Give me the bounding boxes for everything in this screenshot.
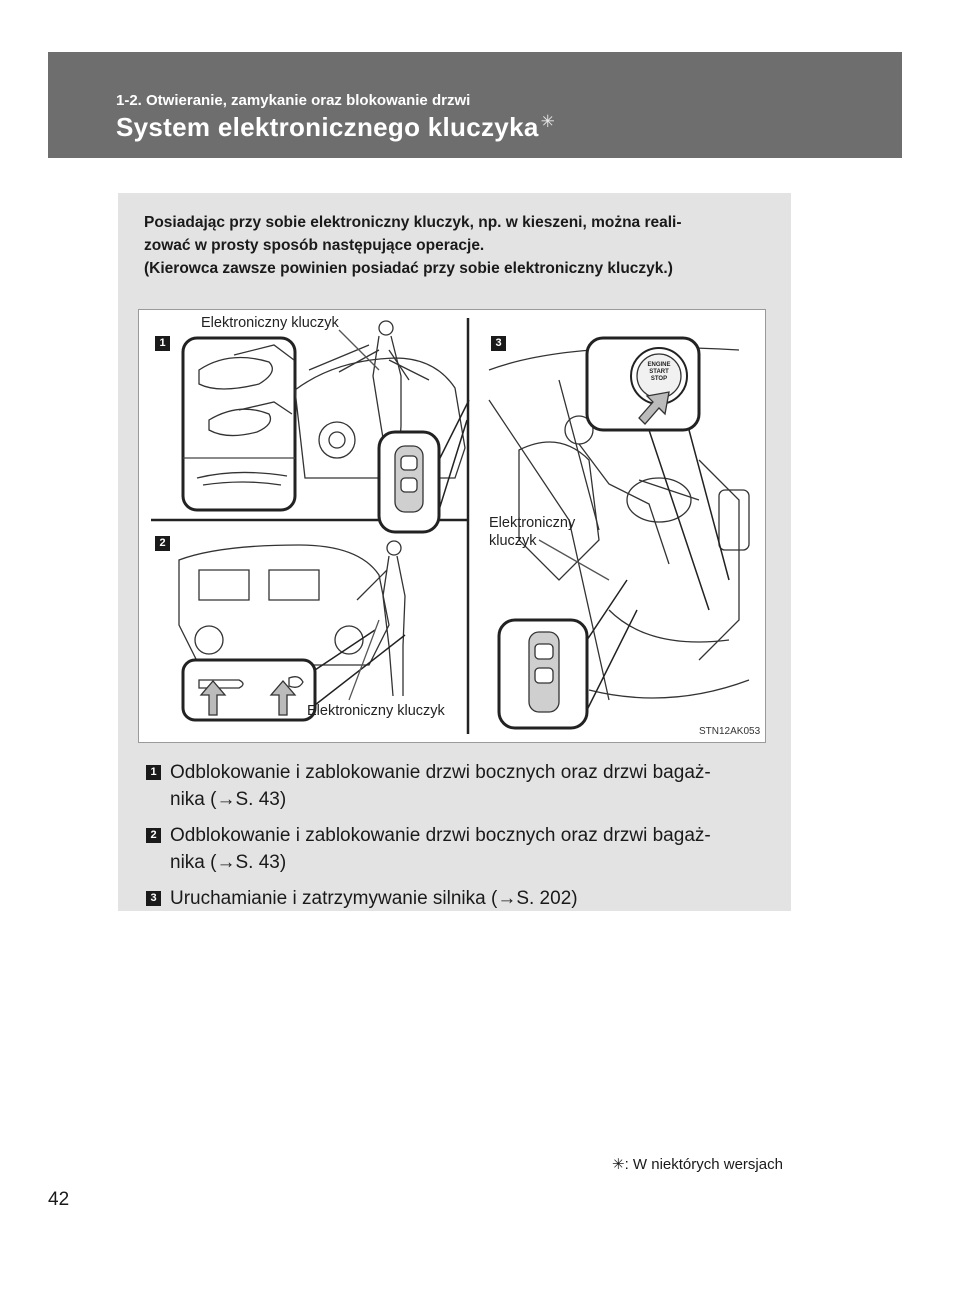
section-header bbox=[48, 52, 902, 158]
item-badge-3: 3 bbox=[146, 891, 161, 906]
illustration-figure bbox=[138, 309, 766, 743]
page-title bbox=[116, 112, 555, 143]
label-electronic-key-bottom: Elektroniczny kluczyk bbox=[307, 703, 445, 719]
figure-badge-3: 3 bbox=[491, 336, 506, 351]
operations-list bbox=[146, 759, 776, 921]
intro-line: zować w prosty sposób następujące operacje. bbox=[144, 237, 485, 254]
item-text: nika (→S. 43) bbox=[170, 789, 287, 810]
intro-line: Posiadając przy sobie elektroniczny kluczyk, np. w kieszeni, można reali- bbox=[144, 214, 682, 231]
label-electronic-key-right bbox=[489, 514, 575, 550]
list-item bbox=[146, 822, 776, 876]
item-badge-1: 1 bbox=[146, 765, 161, 780]
button-text: STOP bbox=[650, 376, 668, 382]
list-item bbox=[146, 759, 776, 813]
key-fob-zoom-2 bbox=[499, 580, 637, 728]
intro-line: (Kierowca zawsze powinien posiadać przy sobie elektroniczny kluczyk.) bbox=[144, 260, 673, 277]
page-title-text: System elektronicznego kluczyka bbox=[116, 112, 539, 142]
item-badge-2: 2 bbox=[146, 828, 161, 843]
button-text: ENGINE bbox=[647, 362, 671, 368]
car-rear-view bbox=[179, 545, 389, 665]
item-text: Odblokowanie i zablokowanie drzwi bocznych oraz drzwi bagaż- bbox=[170, 762, 711, 783]
key-fob-zoom-1 bbox=[379, 400, 469, 532]
title-asterisk-icon: ✳ bbox=[540, 112, 556, 131]
label-electronic-key-top: Elektroniczny kluczyk bbox=[201, 315, 339, 331]
item-text: Uruchamianie i zatrzymywanie silnika (→S. 202) bbox=[170, 888, 578, 909]
content-panel bbox=[118, 193, 791, 911]
person-at-trunk bbox=[357, 541, 405, 696]
item-text: nika (→S. 43) bbox=[170, 852, 287, 873]
intro-text bbox=[144, 211, 774, 280]
button-text: START bbox=[649, 369, 669, 375]
figure-code: STN12AK053 bbox=[699, 726, 761, 737]
item-text: Odblokowanie i zablokowanie drzwi bocznych oraz drzwi bagaż- bbox=[170, 825, 711, 846]
engine-start-stop-button bbox=[639, 362, 679, 383]
label-line: Elektroniczny bbox=[489, 515, 576, 531]
door-handle-zoom bbox=[183, 338, 295, 510]
breadcrumb: 1-2. Otwieranie, zamykanie oraz blokowanie drzwi bbox=[116, 92, 471, 109]
page-number: 42 bbox=[48, 1189, 70, 1210]
figure-badge-2: 2 bbox=[155, 536, 170, 551]
list-item bbox=[146, 885, 776, 912]
footnote: ✳: W niektórych wersjach bbox=[612, 1156, 783, 1173]
label-line: kluczyk bbox=[489, 533, 537, 549]
figure-badge-1: 1 bbox=[155, 336, 170, 351]
